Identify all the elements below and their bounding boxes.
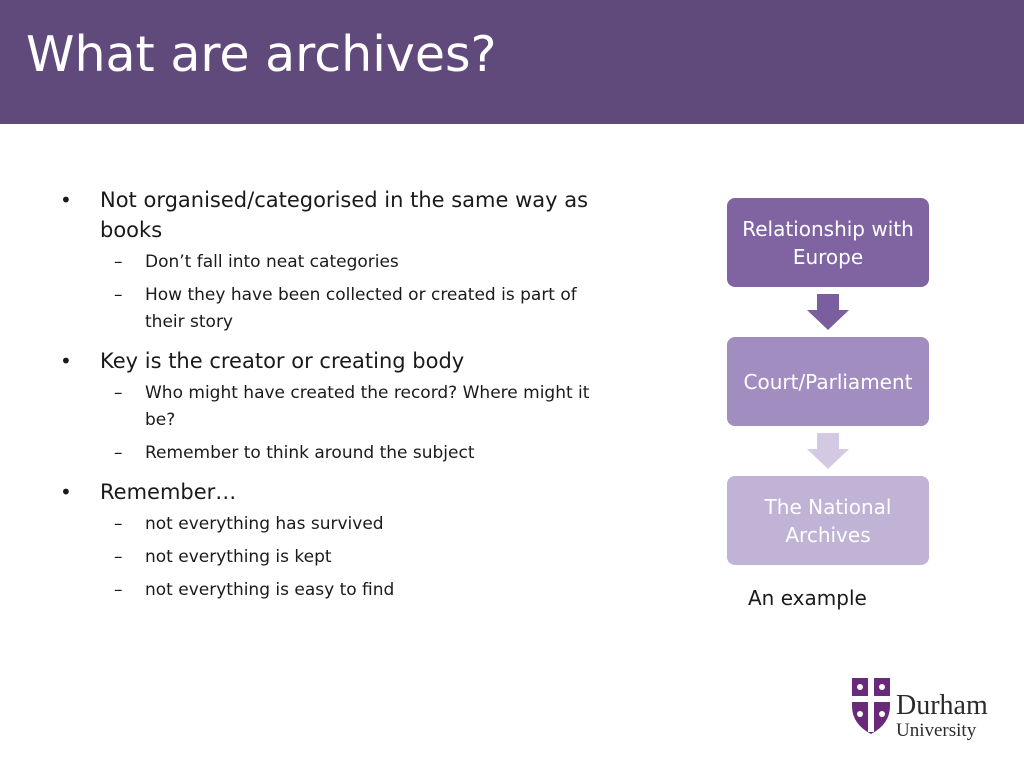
bullet-text: Remember…	[100, 480, 237, 504]
dash-marker: –	[114, 383, 123, 403]
sub-list	[100, 249, 600, 336]
sub-text: not everything is kept	[145, 547, 332, 567]
dash-marker: –	[114, 285, 123, 305]
slide-title: What are archives?	[26, 26, 497, 83]
sub-item	[100, 577, 600, 604]
dash-marker: –	[114, 514, 123, 534]
dash-marker: –	[114, 443, 123, 463]
sub-item	[100, 380, 600, 434]
bullet-marker: •	[60, 480, 72, 504]
dash-marker: –	[114, 547, 123, 567]
bullet-item	[60, 185, 600, 336]
bullet-marker: •	[60, 188, 72, 212]
bullet-marker: •	[60, 349, 72, 373]
logo-wordmark: Durham	[896, 690, 988, 721]
sub-item	[100, 249, 600, 276]
down-arrow-icon	[807, 294, 849, 330]
diagram-box-court-parliament: Court/Parliament	[727, 337, 929, 426]
sub-text: not everything has survived	[145, 514, 384, 534]
dash-marker: –	[114, 252, 123, 272]
sub-text: How they have been collected or created is part of their story	[145, 285, 577, 332]
sub-text: not everything is easy to find	[145, 580, 395, 600]
sub-list	[100, 380, 600, 467]
bullet-item	[60, 346, 600, 467]
sub-item	[100, 511, 600, 538]
sub-text: Who might have created the record? Where might it be?	[145, 383, 590, 430]
sub-text: Remember to think around the subject	[145, 443, 475, 463]
sub-item	[100, 282, 600, 336]
logo-subtitle: University	[896, 720, 977, 741]
sub-text: Don’t fall into neat categories	[145, 252, 399, 272]
title-bar	[0, 0, 1024, 124]
sub-item	[100, 544, 600, 571]
dash-marker: –	[114, 580, 123, 600]
sub-item	[100, 440, 600, 467]
down-arrow-icon	[807, 433, 849, 469]
diagram-box-europe: Relationship with Europe	[727, 198, 929, 287]
bullet-text: Not organised/categorised in the same way as books	[100, 188, 589, 242]
diagram-box-national-archives: The National Archives	[727, 476, 929, 565]
bullet-list	[60, 185, 600, 614]
bullet-item	[60, 477, 600, 604]
bullet-text: Key is the creator or creating body	[100, 349, 465, 373]
sub-list	[100, 511, 600, 604]
diagram-caption: An example	[748, 586, 867, 610]
